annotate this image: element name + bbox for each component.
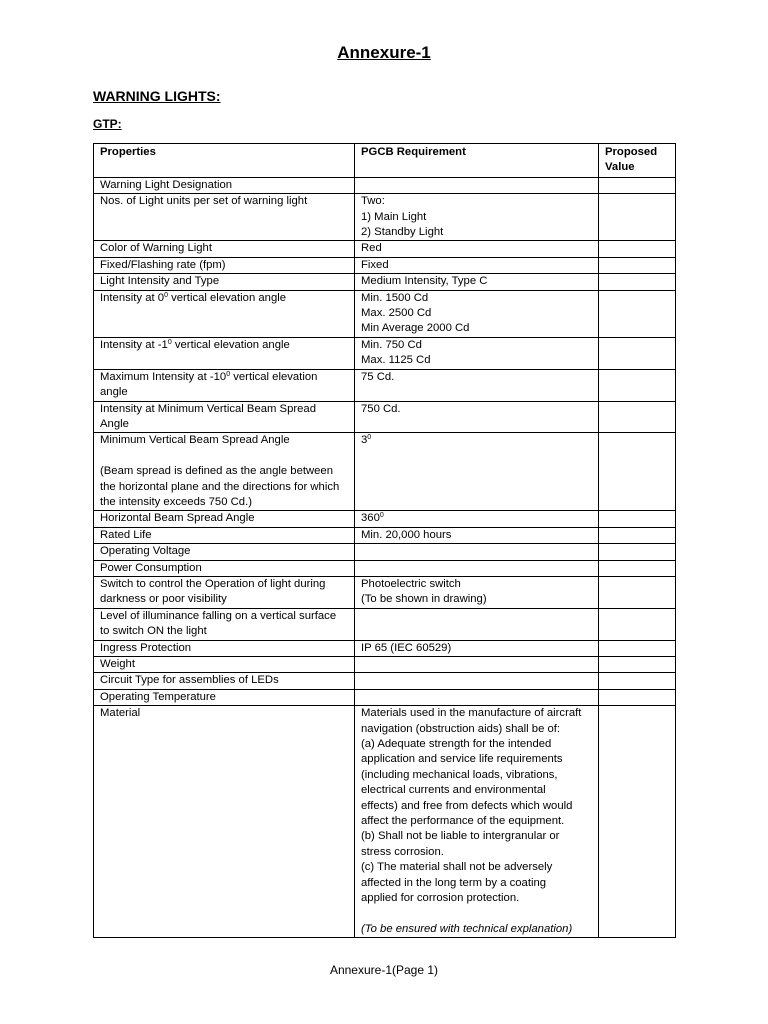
property-cell: [94, 544, 355, 560]
property-line: Horizontal Beam Spread Angle: [100, 512, 255, 525]
property-cell: [94, 640, 355, 656]
property-line: Warning Light Designation: [100, 178, 233, 191]
proposed-value-cell[interactable]: [599, 177, 676, 193]
proposed-value-cell[interactable]: [599, 337, 676, 369]
requirement-cell: [355, 257, 599, 273]
proposed-value-cell[interactable]: [599, 608, 676, 640]
requirement-cell: [355, 706, 599, 938]
requirement-line: affected in the long term by a coating: [361, 876, 547, 889]
requirement-cell: [355, 527, 599, 543]
property-line: [100, 449, 350, 464]
table-body: [94, 177, 676, 937]
proposed-value-cell[interactable]: [599, 433, 676, 511]
header-value-line: Value: [605, 161, 635, 174]
property-line: Operating Voltage: [100, 545, 191, 558]
requirement-line: application and service life requirements: [361, 753, 563, 766]
requirement-line: IP 65 (IEC 60529): [361, 641, 452, 654]
requirement-line: Min Average 2000 Cd: [361, 322, 470, 335]
property-cell: [94, 673, 355, 689]
table-row: [94, 257, 676, 273]
requirement-line: Min. 20,000 hours: [361, 528, 452, 541]
property-text: vertical elevation: [230, 370, 318, 383]
requirement-cell: [355, 689, 599, 705]
property-cell: [94, 337, 355, 369]
requirement-cell: [355, 576, 599, 608]
requirement-line: (c) The material shall not be adversely: [361, 861, 553, 874]
property-line: [100, 338, 350, 353]
header-properties: Properties: [94, 144, 355, 178]
property-cell: [94, 241, 355, 257]
property-line: the horizontal plane and the directions for which: [100, 480, 340, 493]
requirement-cell: [355, 544, 599, 560]
table-row: [94, 560, 676, 576]
proposed-value-cell[interactable]: [599, 511, 676, 527]
property-cell: [94, 401, 355, 433]
specification-table: [93, 143, 676, 938]
degree-superscript: 0: [167, 338, 172, 346]
property-line: Rated Life: [100, 528, 152, 541]
table-row: [94, 689, 676, 705]
property-line: to switch ON the light: [100, 625, 207, 638]
requirement-line: (b) Shall not be liable to intergranular or: [361, 830, 560, 843]
requirement-cell: [355, 656, 599, 672]
degree-superscript: 0: [226, 370, 231, 378]
requirement-line: applied for corrosion protection.: [361, 892, 520, 905]
property-cell: [94, 274, 355, 290]
table-row: [94, 241, 676, 257]
page-footer: Annexure-1(Page 1): [329, 963, 439, 977]
requirement-line: effects) and free from defects which would: [361, 799, 573, 812]
property-line: Operating Temperature: [100, 690, 216, 703]
requirement-line: navigation (obstruction aids) shall be of:: [361, 722, 561, 735]
requirement-line: 1) Main Light: [361, 210, 427, 223]
property-line: [100, 291, 350, 306]
property-cell: [94, 433, 355, 511]
proposed-value-cell[interactable]: [599, 401, 676, 433]
requirement-line: (a) Adequate strength for the intended: [361, 738, 552, 751]
proposed-value-cell[interactable]: [599, 706, 676, 938]
degree-superscript: 0: [379, 512, 384, 520]
requirement-line: 2) Standby Light: [361, 226, 444, 239]
sub-heading: GTP:: [93, 117, 122, 131]
proposed-value-cell[interactable]: [599, 257, 676, 273]
property-text: vertical elevation angle: [171, 338, 290, 351]
requirement-cell: [355, 369, 599, 401]
property-line: Material: [100, 707, 141, 720]
requirement-line: 750 Cd.: [361, 402, 401, 415]
requirement-line: [361, 433, 594, 448]
proposed-value-cell[interactable]: [599, 544, 676, 560]
property-line: (Beam spread is defined as the angle between: [100, 465, 333, 478]
requirement-cell: [355, 560, 599, 576]
property-cell: [94, 656, 355, 672]
table-row: [94, 177, 676, 193]
table-row: [94, 290, 676, 337]
requirement-line: stress corrosion.: [361, 845, 444, 858]
requirement-line: (including mechanical loads, vibrations,: [361, 768, 558, 781]
section-heading: WARNING LIGHTS:: [93, 88, 221, 104]
requirement-line: Max. 1125 Cd: [361, 354, 431, 367]
proposed-value-cell[interactable]: [599, 656, 676, 672]
requirement-cell: [355, 673, 599, 689]
proposed-value-cell[interactable]: [599, 689, 676, 705]
property-cell: [94, 576, 355, 608]
requirement-line: (To be shown in drawing): [361, 593, 487, 606]
requirement-line: Two:: [361, 195, 385, 208]
property-text: Intensity at -1: [100, 338, 168, 351]
requirement-line: [361, 511, 594, 526]
page-title: Annexure-1: [337, 43, 431, 62]
requirement-line: Fixed: [361, 258, 389, 271]
header-proposed-value: [599, 144, 676, 178]
property-cell: [94, 560, 355, 576]
requirement-line: Medium Intensity, Type C: [361, 275, 488, 288]
property-line: Light Intensity and Type: [100, 275, 220, 288]
requirement-line: Materials used in the manufacture of aircraft: [361, 707, 582, 720]
requirement-cell: [355, 640, 599, 656]
table-row: [94, 274, 676, 290]
table-row: [94, 544, 676, 560]
property-cell: [94, 511, 355, 527]
property-line: Intensity at Minimum Vertical Beam Spread: [100, 402, 316, 415]
property-line: the intensity exceeds 750 Cd.): [100, 495, 252, 508]
degree-superscript: 0: [367, 434, 372, 442]
proposed-value-cell[interactable]: [599, 290, 676, 337]
property-line: Color of Warning Light: [100, 242, 212, 255]
property-line: angle: [100, 386, 128, 399]
header-proposed-line: Proposed: [605, 146, 658, 158]
requirement-cell: [355, 274, 599, 290]
proposed-value-cell[interactable]: [599, 274, 676, 290]
proposed-value-cell[interactable]: [599, 369, 676, 401]
requirement-cell: [355, 177, 599, 193]
requirement-line: Max. 2500 Cd: [361, 307, 432, 320]
degree-superscript: 0: [164, 291, 168, 299]
requirement-cell: [355, 433, 599, 511]
property-cell: [94, 608, 355, 640]
table-row: [94, 511, 676, 527]
requirement-line: Min. 1500 Cd: [361, 291, 429, 304]
requirement-cell: [355, 401, 599, 433]
property-cell: [94, 689, 355, 705]
property-cell: [94, 527, 355, 543]
property-line: Switch to control the Operation of light during: [100, 577, 326, 590]
property-cell: [94, 706, 355, 938]
table-row: [94, 576, 676, 608]
proposed-value-cell[interactable]: [599, 640, 676, 656]
property-text: vertical elevation angle: [167, 291, 287, 304]
requirement-cell: [355, 337, 599, 369]
property-line: Weight: [100, 657, 135, 670]
requirement-cell: [355, 290, 599, 337]
table-row: [94, 673, 676, 689]
table-row: [94, 369, 676, 401]
property-line: Fixed/Flashing rate (fpm): [100, 258, 226, 271]
proposed-value-cell[interactable]: [599, 576, 676, 608]
property-cell: [94, 290, 355, 337]
requirement-cell: [355, 194, 599, 241]
requirement-cell: [355, 608, 599, 640]
requirement-cell: [355, 511, 599, 527]
property-line: Minimum Vertical Beam Spread Angle: [100, 434, 290, 447]
property-cell: [94, 194, 355, 241]
property-cell: [94, 369, 355, 401]
property-line: Circuit Type for assemblies of LEDs: [100, 674, 279, 687]
requirement-note: (To be ensured with technical explanation): [361, 922, 573, 935]
requirement-cell: [355, 241, 599, 257]
requirement-line: Min. 750 Cd: [361, 338, 422, 351]
requirement-line: Photoelectric switch: [361, 577, 461, 590]
proposed-value-cell[interactable]: [599, 673, 676, 689]
proposed-value-cell[interactable]: [599, 560, 676, 576]
property-line: darkness or poor visibility: [100, 593, 227, 606]
table-row: [94, 527, 676, 543]
table-row: [94, 608, 676, 640]
requirement-line: affect the performance of the equipment.: [361, 815, 565, 828]
table-row: [94, 640, 676, 656]
property-cell: [94, 177, 355, 193]
table-row: [94, 656, 676, 672]
property-cell: [94, 257, 355, 273]
requirement-line: electrical currents and environmental: [361, 784, 546, 797]
requirement-text: 3: [361, 434, 368, 447]
table-row: [94, 433, 676, 511]
table-header-row: [94, 144, 676, 178]
property-line: Nos. of Light units per set of warning light: [100, 195, 308, 208]
property-line: Power Consumption: [100, 561, 202, 574]
requirement-line: [361, 906, 594, 921]
property-line: [100, 370, 350, 385]
proposed-value-cell[interactable]: [599, 527, 676, 543]
table-row: [94, 401, 676, 433]
requirement-line: Red: [361, 242, 382, 255]
property-text: Maximum Intensity at -10: [100, 370, 227, 383]
proposed-value-cell[interactable]: [599, 194, 676, 241]
requirement-text: 360: [361, 512, 380, 525]
table-row: [94, 337, 676, 369]
requirement-line: 75 Cd.: [361, 370, 395, 383]
table-row: [94, 706, 676, 938]
property-line: Angle: [100, 417, 129, 430]
property-line: Ingress Protection: [100, 641, 192, 654]
table-row: [94, 194, 676, 241]
header-requirement: PGCB Requirement: [355, 144, 599, 178]
proposed-value-cell[interactable]: [599, 241, 676, 257]
property-text: Intensity at 0: [100, 291, 165, 304]
property-line: Level of illuminance falling on a vertical surface: [100, 609, 337, 622]
